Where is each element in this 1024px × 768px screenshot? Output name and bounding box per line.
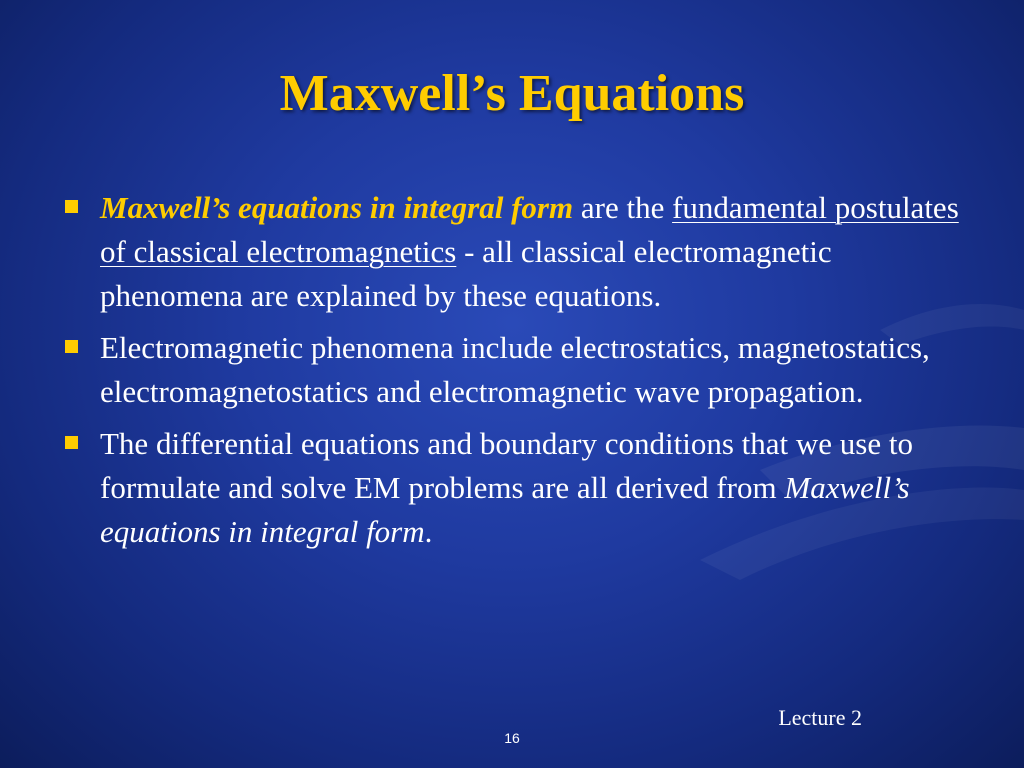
bullet-1-text-end: - all classical electromagnetic phenomena are explained by these equations. xyxy=(100,234,832,313)
bullet-3-italic-text: Maxwell’s equations in integral form xyxy=(100,470,910,549)
bullet-item-3 xyxy=(62,422,968,554)
bullet-item-2 xyxy=(62,326,968,414)
square-bullet-icon xyxy=(65,436,78,449)
square-bullet-icon xyxy=(65,340,78,353)
bullet-3-text-start: The differential equations and boundary conditions that we use to formulate and solve EM problems are all derived from xyxy=(100,426,913,505)
bullet-1-underlined-text: fundamental postulates of classical electromagnetics xyxy=(100,190,959,269)
slide-title: Maxwell’s Equations xyxy=(279,65,745,122)
bullet-item-1 xyxy=(62,186,968,318)
page-number: 16 xyxy=(504,730,520,746)
bullet-1-emphasis: Maxwell’s equations in integral form xyxy=(100,190,574,225)
bullet-2-text: Electromagnetic phenomena include electrostatics, magnetostatics, electromagnetostatics and electromagnetic wave propagation. xyxy=(100,330,930,409)
bullet-1-text-after-emphasis: are the xyxy=(573,190,673,225)
bullet-3-text-end: . xyxy=(424,514,433,549)
footer-label: Lecture 2 xyxy=(778,705,862,730)
bullet-list xyxy=(62,186,968,562)
square-bullet-icon xyxy=(65,200,78,213)
